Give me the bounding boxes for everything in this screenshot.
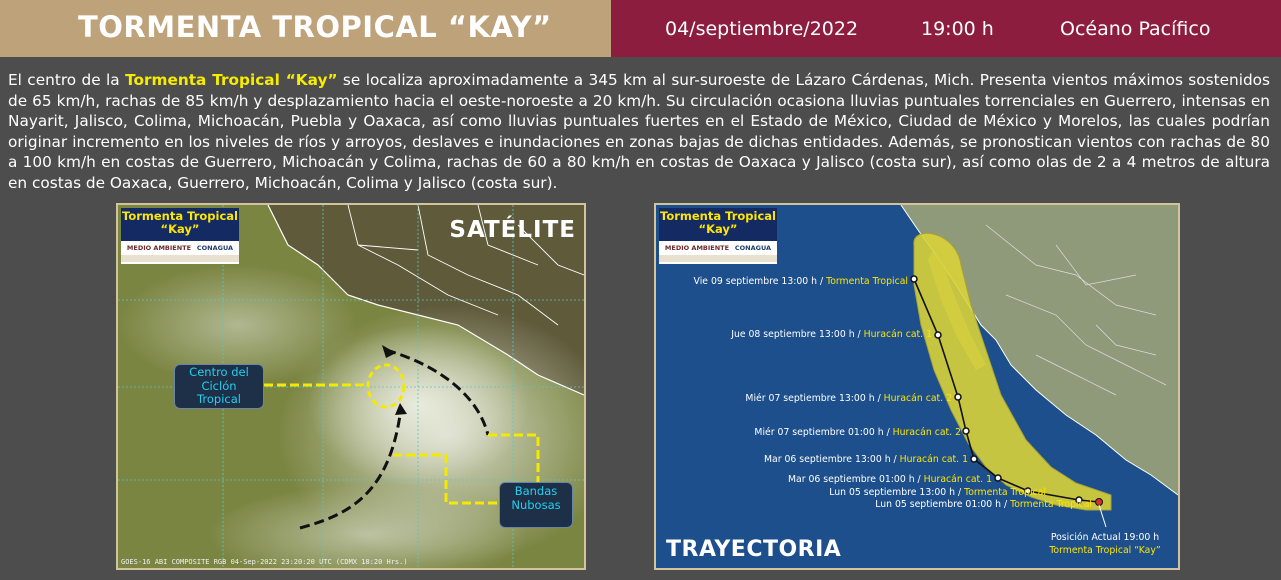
header-info-bar (611, 0, 1281, 57)
track-label (745, 393, 952, 404)
ocean-name: Océano Pacífico (1060, 18, 1211, 40)
track-label (754, 427, 961, 438)
callout-line: Centro del (189, 365, 249, 379)
badge-strip (121, 255, 239, 262)
trajectory-map-panel (654, 203, 1180, 570)
track-time: Mar 06 septiembre 01:00 h / (788, 474, 924, 485)
track-time: Miér 07 septiembre 01:00 h / (754, 427, 893, 438)
track-label (764, 454, 968, 465)
current-position-time: Posición Actual 19:00 h (1050, 532, 1160, 543)
description-intro: El centro de la (8, 71, 126, 89)
current-position-label (1038, 531, 1172, 557)
track-label (875, 499, 1092, 510)
track-category: Huracán cat. 2 (883, 393, 952, 404)
badge-strip (659, 255, 777, 262)
storm-name-highlight: Tormenta Tropical “Kay” (125, 71, 338, 89)
track-category: Huracán cat. 1 (923, 474, 992, 485)
bulletin-description (8, 70, 1270, 194)
conagua-logo: CONAGUA (734, 244, 772, 252)
storm-title: TORMENTA TROPICAL “KAY” (78, 10, 552, 44)
callout-line: Bandas (514, 484, 558, 498)
conagua-logo: CONAGUA (196, 244, 234, 252)
medio-ambiente-logo: MEDIO AMBIENTE (126, 244, 192, 252)
track-category: Tormenta Tropical (826, 276, 908, 287)
header-title-bar (0, 0, 611, 57)
track-label (694, 276, 908, 287)
bulletin-time: 19:00 h (921, 18, 994, 40)
medio-ambiente-logo: MEDIO AMBIENTE (664, 244, 730, 252)
satellite-footer: GOES-16 ABI COMPOSITE RGB 04-Sep-2022 23:20:20 UTC (CDMX 18:20 Hrs.) (121, 558, 408, 566)
current-position-marker (1096, 499, 1103, 506)
storm-badge (659, 208, 777, 264)
callout-line: Ciclón (201, 378, 237, 393)
trajectory-label: TRAYECTORIA (666, 537, 842, 562)
satellite-label: SATÉLITE (449, 217, 576, 243)
track-category: Huracán cat. 1 (863, 329, 932, 340)
track-time: Lun 05 septiembre 01:00 h / (875, 499, 1011, 510)
track-label (731, 329, 932, 340)
cyclone-center-callout (174, 364, 264, 409)
track-category: Tormenta Tropical (964, 487, 1046, 498)
storm-badge (121, 208, 239, 264)
track-category: Huracán cat. 1 (899, 454, 968, 465)
bulletin-date: 04/septiembre/2022 (665, 18, 859, 40)
cloud-bands-callout (499, 482, 573, 528)
current-position-status: Tormenta Tropical “Kay” (1049, 545, 1161, 556)
badge-title: Tormenta Tropical (122, 209, 238, 223)
description-body: se localiza aproximadamente a 345 km al sur-suroeste de Lázaro Cárdenas, Mich. Presenta vientos máximos sostenidos de 65 km/h, rachas de 85 km/h y desplazamiento hacia el oeste-noroeste a 20 km/h. Su circulación ocasiona lluvias puntuales torrenciales en Guerrero, intensas en Nayarit, Jalisco, Colima, Michoacán, Puebla y Oaxaca, así como lluvias puntuales fuertes en el Estado de México, Ciudad de México y Morelos, las cuales podrían originar incremento en los niveles de ríos y arroyos, deslaves e inundaciones en zonas bajas de dichas entidades. Además, se pronostican vientos con rachas de 80 a 100 km/h en costas de Guerrero, Michoacán y Colima, rachas de 60 a 80 km/h en costas de Oaxaca y Jalisco (costa sur), así como olas de 2 a 4 metros de altura en costas de Oaxaca, Guerrero, Michoacán, Colima y Jalisco (costa sur). (8, 71, 1270, 192)
track-category: Huracán cat. 2 (892, 427, 961, 438)
track-label (829, 487, 1046, 498)
badge-storm-name: “Kay” (160, 222, 200, 236)
track-time: Vie 09 septiembre 13:00 h / (693, 276, 827, 287)
callout-line: Nubosas (511, 497, 561, 512)
track-label (788, 474, 992, 485)
callout-line: Tropical (197, 392, 241, 406)
track-time: Mar 06 septiembre 13:00 h / (764, 454, 900, 465)
track-time: Jue 08 septiembre 13:00 h / (731, 329, 864, 340)
satellite-image-panel (116, 203, 586, 570)
track-time: Lun 05 septiembre 13:00 h / (829, 487, 965, 498)
track-category: Tormenta Tropical (1010, 499, 1092, 510)
track-time: Miér 07 septiembre 13:00 h / (745, 393, 884, 404)
badge-storm-name: “Kay” (698, 222, 738, 236)
badge-title: Tormenta Tropical (660, 209, 776, 223)
